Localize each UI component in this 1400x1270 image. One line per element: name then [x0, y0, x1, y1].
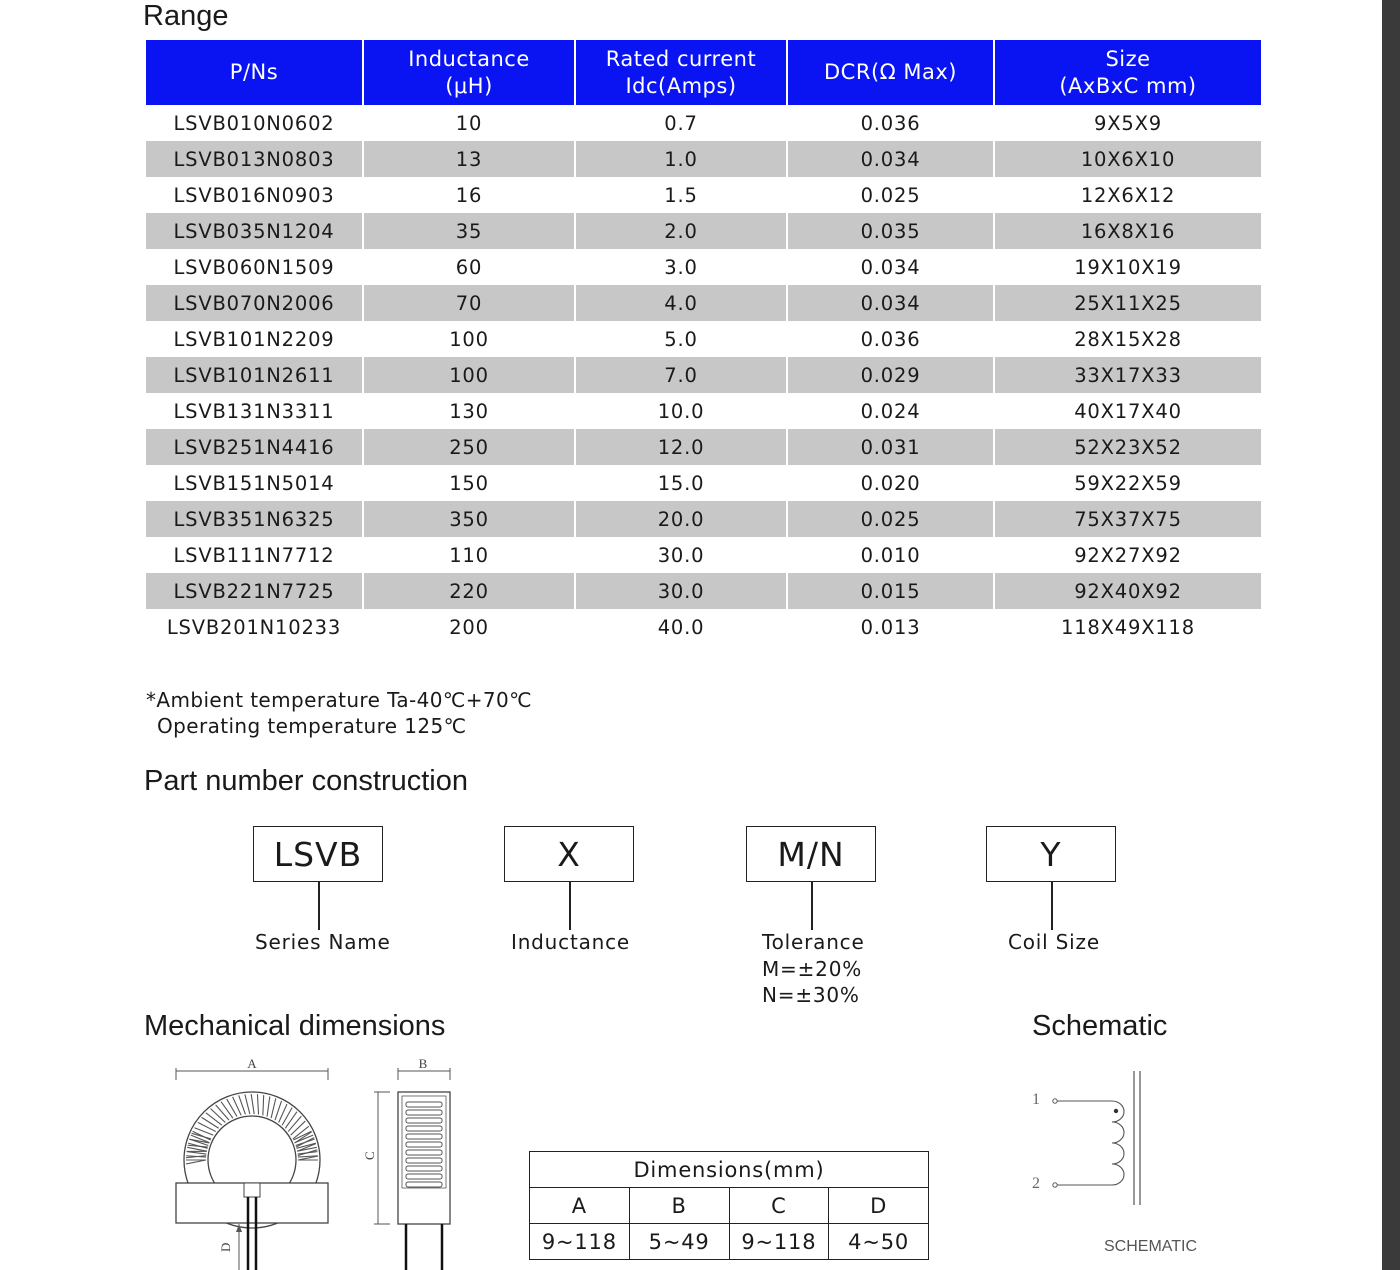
table-cell: 52X23X52	[994, 429, 1261, 465]
table-cell: 10.0	[575, 393, 787, 429]
table-cell: 16X8X16	[994, 213, 1261, 249]
table-cell: 200	[363, 609, 575, 645]
table-cell: LSVB016N0903	[173, 183, 335, 207]
dim-value-c: 9~118	[729, 1224, 829, 1260]
tolerance-m: M=±20%	[762, 957, 863, 981]
dim-header-b: B	[629, 1188, 729, 1224]
table-cell: LSVB101N2209	[173, 327, 335, 351]
table-cell: LSVB151N5014	[173, 471, 335, 495]
table-cell: LSVB070N2006	[146, 285, 363, 321]
toroid-side-view-drawing	[360, 1052, 470, 1270]
schematic-pin-1: 1	[1032, 1091, 1040, 1108]
table-cell: 0.031	[787, 429, 994, 465]
toroid-winding-turns	[186, 1094, 318, 1164]
table-cell: 0.036	[787, 321, 994, 357]
dim-label-c: C	[362, 1151, 377, 1160]
pn-connector-tolerance	[811, 882, 813, 930]
table-cell: 0.010	[787, 537, 994, 573]
table-cell: 0.025	[787, 501, 994, 537]
table-cell: 10X6X10	[994, 141, 1261, 177]
pn-label-coil-size: Coil Size	[1008, 930, 1100, 954]
table-row	[146, 537, 1261, 573]
pn-box-coil-size: Y	[986, 826, 1116, 882]
table-cell: 30.0	[575, 537, 787, 573]
table-cell: 12.0	[575, 429, 787, 465]
operating-temperature-note: Operating temperature 125℃	[157, 714, 467, 738]
table-cell: 20.0	[575, 501, 787, 537]
table-cell: 1.0	[575, 141, 787, 177]
table-cell: 0.024	[787, 393, 994, 429]
table-cell: 0.013	[787, 609, 994, 645]
table-cell: 10	[363, 105, 575, 141]
table-cell: LSVB221N7725	[146, 573, 363, 609]
table-row	[146, 465, 1261, 501]
table-cell: LSVB013N0803	[146, 141, 363, 177]
pn-connector-coil-size	[1051, 882, 1053, 930]
table-cell: 59X22X59	[994, 465, 1261, 501]
table-cell: 0.025	[787, 177, 994, 213]
table-cell: LSVB201N10233	[166, 615, 342, 639]
table-row	[146, 177, 1261, 213]
part-number-heading: Part number construction	[144, 765, 468, 797]
table-cell: 0.020	[787, 465, 994, 501]
pn-connector-series	[318, 882, 320, 930]
inductor-schematic-symbol	[1040, 1065, 1170, 1205]
table-cell: LSVB035N1204	[146, 213, 363, 249]
range-table-body	[146, 105, 1261, 645]
table-row	[146, 501, 1261, 537]
schematic-caption: SCHEMATIC	[1104, 1238, 1198, 1255]
page-edge-strip	[1382, 0, 1400, 1270]
dim-label-a: A	[247, 1056, 257, 1071]
table-cell: 3.0	[575, 249, 787, 285]
table-row	[146, 321, 1261, 357]
table-cell: 2.0	[575, 213, 787, 249]
table-row	[146, 105, 1261, 141]
dimensions-table	[529, 1151, 929, 1260]
table-cell: 12X6X12	[994, 177, 1261, 213]
table-cell: 220	[363, 573, 575, 609]
table-cell: 70	[363, 285, 575, 321]
table-cell: 118X49X118	[994, 609, 1261, 645]
table-cell: 250	[363, 429, 575, 465]
table-cell: LSVB101N2611	[146, 357, 363, 393]
dimensions-title: Dimensions(mm)	[530, 1152, 929, 1188]
dim-value-b: 5~49	[629, 1224, 729, 1260]
table-cell: 0.034	[787, 141, 994, 177]
table-cell: 100	[363, 321, 575, 357]
table-cell: 0.036	[787, 105, 994, 141]
table-row	[146, 393, 1261, 429]
table-cell: 60	[363, 249, 575, 285]
table-cell: 92X27X92	[994, 537, 1261, 573]
table-cell: 4.0	[575, 285, 787, 321]
ambient-temperature-note: *Ambient temperature Ta-40℃+70℃	[146, 688, 533, 712]
table-cell: 35	[363, 213, 575, 249]
table-cell: 9X5X9	[994, 105, 1261, 141]
table-cell: 15.0	[575, 465, 787, 501]
table-cell: 110	[363, 537, 575, 573]
table-cell: 28X15X28	[994, 321, 1261, 357]
table-cell: 1.5	[575, 177, 787, 213]
table-row	[146, 429, 1261, 465]
pn-box-tolerance: M/N	[746, 826, 876, 882]
table-cell: 350	[363, 501, 575, 537]
table-row	[146, 213, 1261, 249]
table-cell: 0.035	[787, 213, 994, 249]
table-cell: LSVB251N4416	[146, 429, 363, 465]
table-cell: 40.0	[575, 609, 787, 645]
dim-label-d: D	[218, 1242, 233, 1252]
table-cell: LSVB060N1509	[173, 255, 335, 279]
tolerance-n: N=±30%	[762, 983, 860, 1007]
dim-value-d: 4~50	[829, 1224, 929, 1260]
table-cell: 0.034	[787, 249, 994, 285]
table-cell: 0.029	[787, 357, 994, 393]
dim-label-b: B	[418, 1056, 428, 1071]
table-cell: LSVB010N0602	[173, 111, 335, 135]
table-cell: 13	[363, 141, 575, 177]
table-row	[146, 357, 1261, 393]
range-heading: Range	[143, 0, 229, 32]
table-cell: LSVB351N6325	[146, 501, 363, 537]
dim-header-a: A	[530, 1188, 630, 1224]
table-cell: 5.0	[575, 321, 787, 357]
range-header-row	[146, 40, 1261, 105]
table-cell: 19X10X19	[994, 249, 1261, 285]
table-cell: 100	[363, 357, 575, 393]
table-cell: 7.0	[575, 357, 787, 393]
table-cell: LSVB111N7712	[173, 543, 335, 567]
table-cell: 16	[363, 177, 575, 213]
pn-box-series: LSVB	[253, 826, 383, 882]
table-cell: 33X17X33	[994, 357, 1261, 393]
pn-label-tolerance: Tolerance	[762, 930, 865, 954]
table-cell: 30.0	[575, 573, 787, 609]
toroid-front-view-drawing	[168, 1052, 338, 1270]
table-cell: 0.7	[575, 105, 787, 141]
header-size: Size (AxBxC mm)	[994, 40, 1261, 105]
table-cell: 40X17X40	[994, 393, 1261, 429]
table-cell: 25X11X25	[994, 285, 1261, 321]
table-cell: 130	[363, 393, 575, 429]
table-row	[146, 609, 1261, 645]
header-inductance: Inductance (μH)	[363, 40, 575, 105]
table-cell: 75X37X75	[994, 501, 1261, 537]
dim-header-d: D	[829, 1188, 929, 1224]
table-cell: 92X40X92	[994, 573, 1261, 609]
table-row	[146, 249, 1261, 285]
table-row	[146, 573, 1261, 609]
table-cell: 150	[363, 465, 575, 501]
pn-label-inductance: Inductance	[511, 930, 631, 954]
table-cell: 0.015	[787, 573, 994, 609]
table-cell: LSVB131N3311	[173, 399, 335, 423]
header-dcr: DCR(Ω Max)	[787, 40, 994, 105]
schematic-pin-2: 2	[1032, 1175, 1040, 1192]
mechanical-heading: Mechanical dimensions	[144, 1010, 446, 1042]
pn-box-inductance: X	[504, 826, 634, 882]
range-table	[146, 40, 1261, 645]
pn-connector-inductance	[569, 882, 571, 930]
table-cell: 0.034	[787, 285, 994, 321]
dim-value-a: 9~118	[530, 1224, 630, 1260]
table-row	[146, 285, 1261, 321]
table-row	[146, 141, 1261, 177]
header-rated-current: Rated current Idc(Amps)	[575, 40, 787, 105]
header-pns: P/Ns	[146, 40, 363, 105]
pn-label-series: Series Name	[255, 930, 391, 954]
dim-header-c: C	[729, 1188, 829, 1224]
schematic-heading: Schematic	[1032, 1010, 1168, 1042]
